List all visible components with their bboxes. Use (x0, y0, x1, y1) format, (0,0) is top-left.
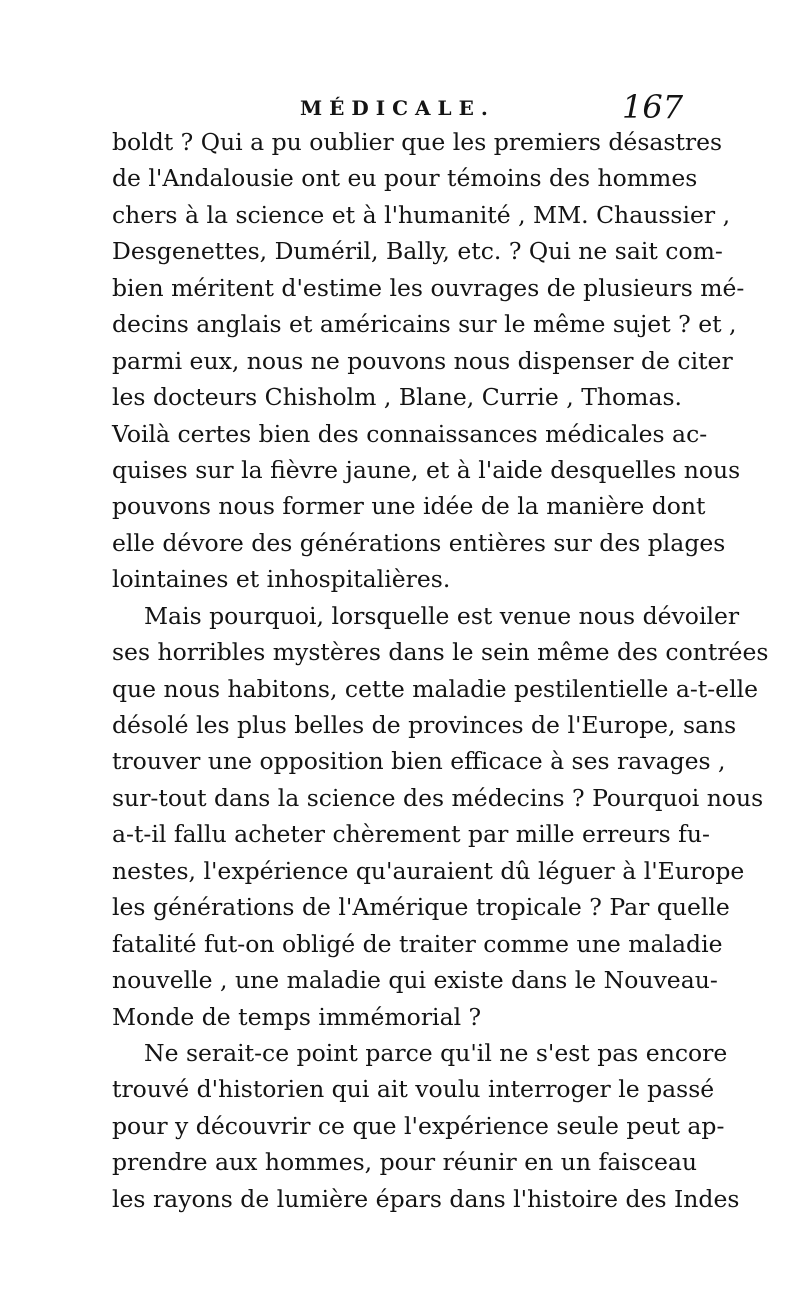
page-number: 167 (622, 88, 684, 126)
text-line: chers à la science et à l'humanité , MM. Chaussier , (112, 200, 731, 229)
text-line: les générations de l'Amérique tropicale ? Par quelle (112, 893, 730, 922)
text-line: prendre aux hommes, pour réunir en un faisceau (112, 1148, 698, 1177)
text-line: Desgenettes, Duméril, Bally, etc. ? Qui ne sait com- (112, 237, 723, 266)
text-line: ses horribles mystères dans le sein même des contrées (112, 638, 769, 667)
text-line: désolé les plus belles de provinces de l'Europe, sans (112, 711, 737, 739)
text-line: sur-tout dans la science des médecins ? Pourquoi nous (112, 783, 764, 812)
text-line: decins anglais et américains sur le même sujet ? et , (112, 310, 737, 339)
text-line: nouvelle , une maladie qui existe dans le Nouveau- (112, 966, 718, 995)
text-line: Monde de temps immémorial ? (112, 1002, 482, 1031)
text-line: boldt ? Qui a pu oublier que les premiers désastres (112, 128, 723, 156)
text-line: nestes, l'expérience qu'auraient dû léguer à l'Europe (112, 856, 745, 885)
text-line: les rayons de lumière épars dans l'histoire des Indes (112, 1184, 740, 1213)
text-line: lointaines et inhospitalières. (112, 565, 451, 594)
text-line: a-t-il fallu acheter chèrement par mille erreurs fu- (112, 820, 710, 849)
text-line: parmi eux, nous ne pouvons nous dispenser de citer (112, 346, 733, 375)
text-line: quises sur la fièvre jaune, et à l'aide desquelles nous (112, 455, 741, 484)
text-line: de l'Andalousie ont eu pour témoins des hommes (112, 164, 698, 193)
text-line: fatalité fut-on obligé de traiter comme une maladie (112, 929, 723, 958)
text-line: elle dévore des générations entières sur des plages (112, 528, 726, 557)
body-text (112, 124, 769, 1217)
paragraph-first-line: Mais pourquoi, lorsquelle est venue nous dévoiler (144, 601, 740, 630)
text-line: pouvons nous former une idée de la manière dont (112, 492, 706, 521)
text-line: pour y découvrir ce que l'expérience seule peut ap- (112, 1111, 725, 1140)
text-line: trouver une opposition bien efficace à ses ravages , (112, 747, 726, 776)
text-line: les docteurs Chisholm , Blane, Currie , Thomas. (112, 383, 682, 412)
paragraph-first-line: Ne serait-ce point parce qu'il ne s'est pas encore (144, 1038, 728, 1067)
text-line: Voilà certes bien des connaissances médicales ac- (112, 419, 708, 448)
running-title: MÉDICALE. (300, 96, 495, 120)
text-line: trouvé d'historien qui ait voulu interroger le passé (112, 1075, 715, 1104)
text-line: bien méritent d'estime les ouvrages de plusieurs mé- (112, 273, 745, 302)
text-line: que nous habitons, cette maladie pestilentielle a-t-elle (112, 674, 759, 703)
